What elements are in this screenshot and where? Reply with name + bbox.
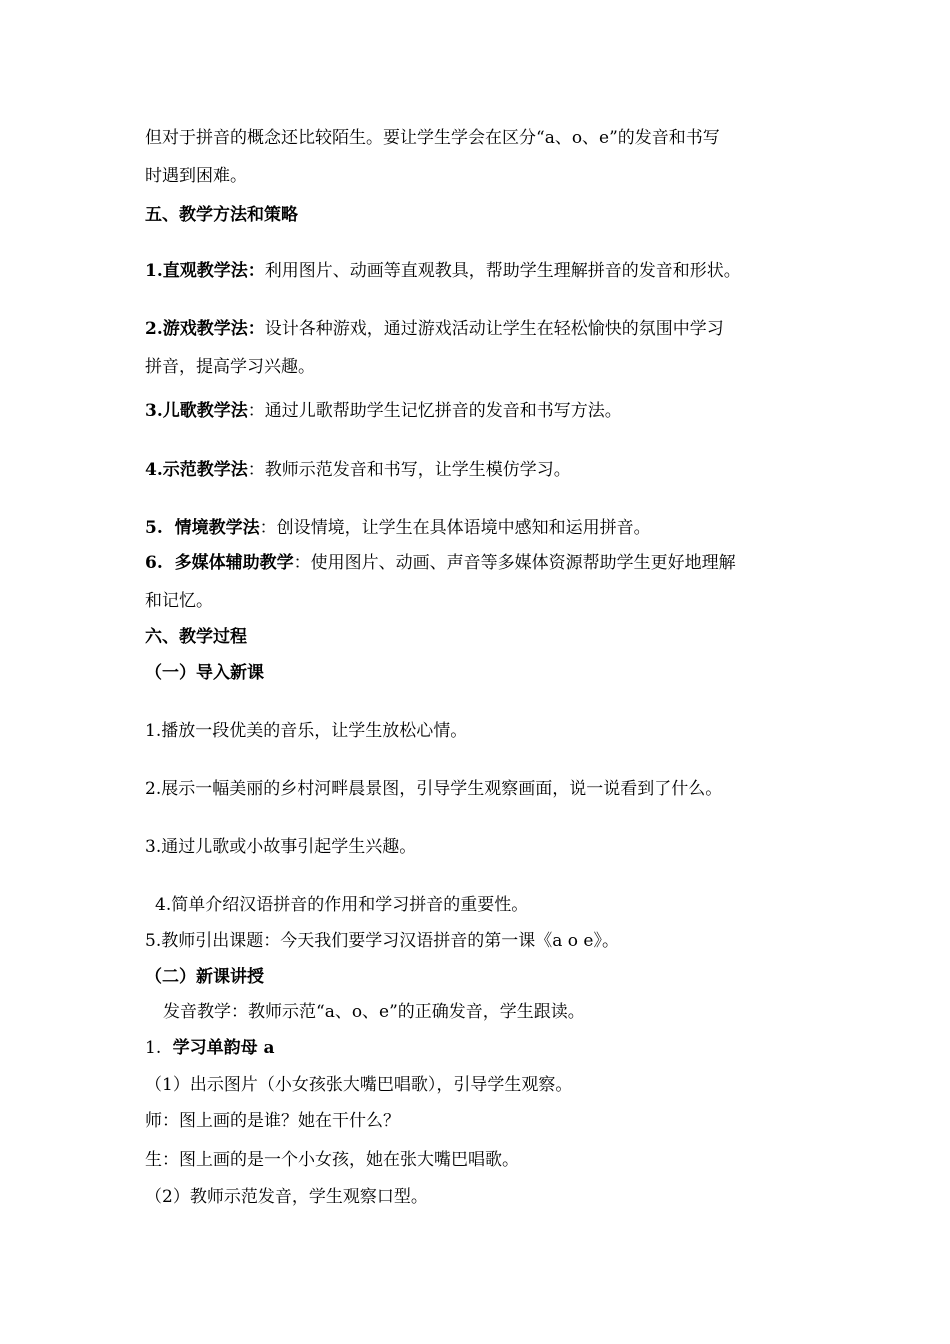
method-6-cont: 和记忆。 (145, 591, 213, 611)
method-label: 1.直观教学法： (145, 261, 265, 281)
method-label: 5. 情境教学法 (145, 518, 260, 538)
method-text: 利用图片、动画等直观教具，帮助学生理解拼音的发音和形状。 (264, 261, 741, 281)
method-label: 2.游戏教学法： (145, 319, 265, 339)
lesson-line-2: 师：图上画的是谁？她在干什么？ (145, 1111, 400, 1131)
intro-step-5: 5.教师引出课题：今天我们要学习汉语拼音的第一课《a o e》。 (145, 931, 619, 951)
method-text: ：创设情境，让学生在具体语境中感知和运用拼音。 (259, 518, 651, 538)
lesson-line-1: （1）出示图片（小女孩张大嘴巴唱歌），引导学生观察。 (145, 1075, 573, 1095)
method-text: ：使用图片、动画、声音等多媒体资源帮助学生更好地理解 (293, 553, 736, 573)
intro-step-2: 2.展示一幅美丽的乡村河畔晨景图，引导学生观察画面，说一说看到了什么。 (145, 779, 723, 799)
sub-title: 学习单韵母 a (172, 1038, 275, 1058)
intro-step-1: 1.播放一段优美的音乐，让学生放松心情。 (145, 721, 468, 741)
method-2-cont: 拼音，提高学习兴趣。 (145, 357, 315, 377)
part-1-heading: （一）导入新课 (145, 663, 264, 683)
method-label: 6. 多媒体辅助教学 (145, 553, 294, 573)
intro-line-1: 但对于拼音的概念还比较陌生。要让学生学会在区分“a、o、e”的发音和书写 (145, 128, 720, 148)
section-6-heading: 六、教学过程 (145, 627, 247, 647)
intro-line-2: 时遇到困难。 (145, 166, 247, 186)
intro-step-3: 3.通过儿歌或小故事引起学生兴趣。 (145, 837, 417, 857)
method-text: 设计各种游戏，通过游戏活动让学生在轻松愉快的氛围中学习 (264, 319, 724, 339)
method-5 (145, 517, 651, 539)
method-4 (145, 459, 571, 481)
method-text: ：通过儿歌帮助学生记忆拼音的发音和书写方法。 (247, 401, 622, 421)
method-label: 4.示范教学法 (145, 460, 248, 480)
method-6 (145, 552, 736, 574)
intro-step-4: 4.简单介绍汉语拼音的作用和学习拼音的重要性。 (155, 895, 529, 915)
method-label: 3.儿歌教学法 (145, 401, 248, 421)
method-text: ：教师示范发音和书写，让学生模仿学习。 (247, 460, 571, 480)
section-5-heading: 五、教学方法和策略 (145, 205, 298, 225)
sub-heading-a (145, 1037, 275, 1059)
lesson-line-4: （2）教师示范发音，学生观察口型。 (145, 1187, 428, 1207)
pronunciation-teaching: 发音教学：教师示范“a、o、e”的正确发音，学生跟读。 (163, 1002, 585, 1022)
lesson-line-3: 生：图上画的是一个小女孩，她在张大嘴巴唱歌。 (145, 1150, 519, 1170)
method-1 (145, 260, 741, 282)
method-2 (145, 318, 724, 340)
part-2-heading: （二）新课讲授 (145, 967, 264, 987)
sub-number: 1. (145, 1038, 162, 1058)
method-3 (145, 400, 622, 422)
